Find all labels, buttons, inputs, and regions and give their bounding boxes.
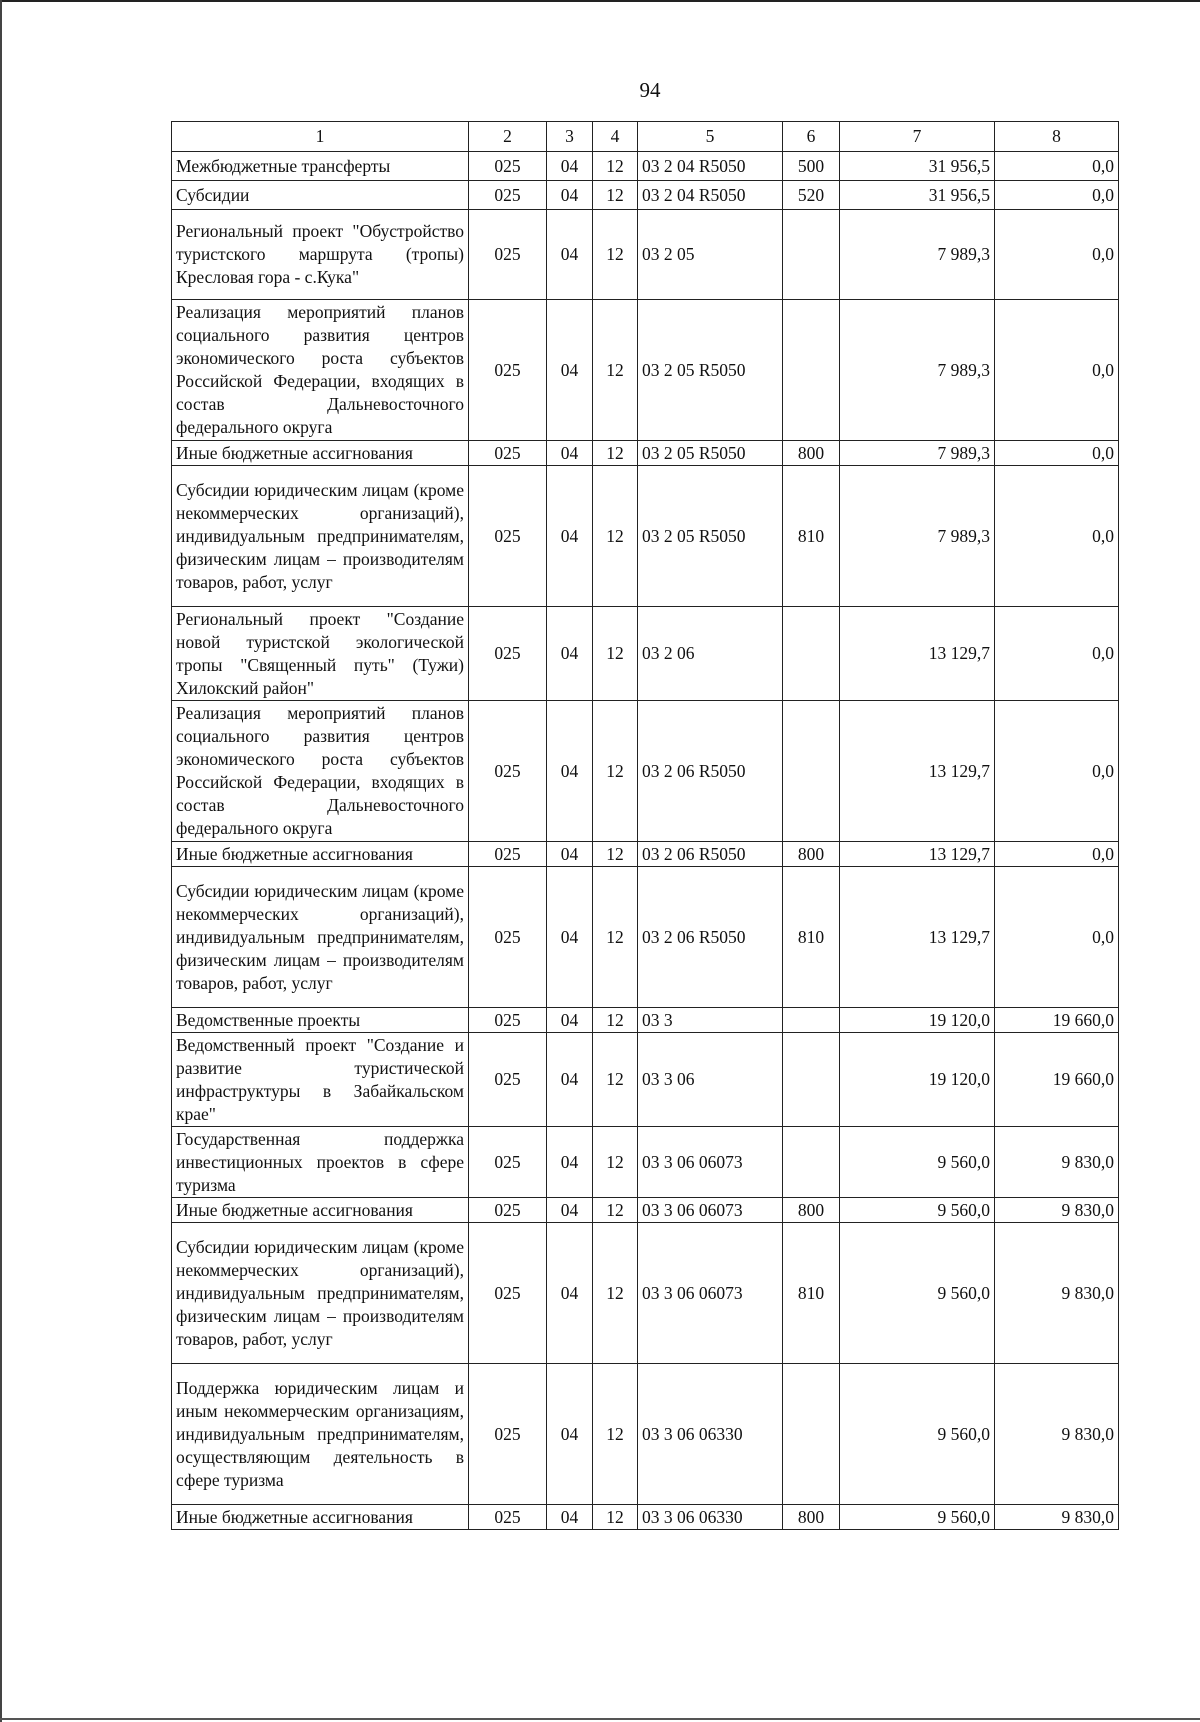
cell-target-article: 03 2 06 R5050 bbox=[638, 701, 783, 842]
cell-expense-type: 520 bbox=[783, 181, 840, 210]
cell-amount-year1: 13 129,7 bbox=[840, 867, 995, 1008]
cell-expense-type bbox=[783, 607, 840, 701]
cell-amount-year1: 31 956,5 bbox=[840, 181, 995, 210]
cell-expense-type bbox=[783, 210, 840, 300]
cell-target-article: 03 2 06 R5050 bbox=[638, 867, 783, 1008]
cell-name: Поддержка юридическим лицам и иным некоммерческим организациям, индивидуальным предпринимателям, осуществляющим деятельность в сфере туризма bbox=[172, 1364, 469, 1505]
cell-admin-code: 025 bbox=[469, 1223, 547, 1364]
cell-name: Иные бюджетные ассигнования bbox=[172, 842, 469, 867]
cell-subsection: 12 bbox=[593, 607, 638, 701]
cell-amount-year2: 9 830,0 bbox=[995, 1223, 1119, 1364]
cell-target-article: 03 3 bbox=[638, 1008, 783, 1033]
cell-section: 04 bbox=[547, 1008, 593, 1033]
cell-amount-year1: 19 120,0 bbox=[840, 1008, 995, 1033]
cell-expense-type bbox=[783, 1008, 840, 1033]
cell-amount-year2: 0,0 bbox=[995, 466, 1119, 607]
cell-expense-type: 810 bbox=[783, 867, 840, 1008]
cell-name: Субсидии юридическим лицам (кроме некоммерческих организаций), индивидуальным предпринимателям, физическим лицам – производителям товаров, работ, услуг bbox=[172, 1223, 469, 1364]
budget-table bbox=[171, 121, 1119, 1530]
cell-expense-type: 810 bbox=[783, 1223, 840, 1364]
cell-amount-year2: 0,0 bbox=[995, 181, 1119, 210]
cell-name: Реализация мероприятий планов социального развития центров экономического роста субъектов Российской Федерации, входящих в состав Дальневосточного федерального округа bbox=[172, 300, 469, 441]
cell-subsection: 12 bbox=[593, 300, 638, 441]
cell-section: 04 bbox=[547, 1127, 593, 1198]
cell-section: 04 bbox=[547, 1223, 593, 1364]
cell-name: Региональный проект "Обустройство туристского маршрута (тропы) Кресловая гора - с.Кука" bbox=[172, 210, 469, 300]
cell-amount-year2: 0,0 bbox=[995, 210, 1119, 300]
cell-amount-year1: 9 560,0 bbox=[840, 1223, 995, 1364]
cell-name: Государственная поддержка инвестиционных проектов в сфере туризма bbox=[172, 1127, 469, 1198]
cell-section: 04 bbox=[547, 210, 593, 300]
cell-amount-year1: 31 956,5 bbox=[840, 152, 995, 181]
cell-admin-code: 025 bbox=[469, 1127, 547, 1198]
cell-subsection: 12 bbox=[593, 1223, 638, 1364]
cell-amount-year1: 7 989,3 bbox=[840, 441, 995, 466]
cell-target-article: 03 3 06 06073 bbox=[638, 1223, 783, 1364]
cell-section: 04 bbox=[547, 1198, 593, 1223]
cell-target-article: 03 2 05 R5050 bbox=[638, 300, 783, 441]
cell-amount-year2: 0,0 bbox=[995, 842, 1119, 867]
cell-subsection: 12 bbox=[593, 210, 638, 300]
cell-admin-code: 025 bbox=[469, 1033, 547, 1127]
cell-target-article: 03 2 05 R5050 bbox=[638, 466, 783, 607]
header-cell-col8: 8 bbox=[995, 122, 1119, 152]
cell-amount-year2: 9 830,0 bbox=[995, 1505, 1119, 1530]
table-body bbox=[172, 152, 1119, 1530]
header-cell-col1: 1 bbox=[172, 122, 469, 152]
cell-target-article: 03 3 06 06073 bbox=[638, 1198, 783, 1223]
table-row bbox=[172, 152, 1119, 181]
cell-subsection: 12 bbox=[593, 1008, 638, 1033]
cell-subsection: 12 bbox=[593, 1198, 638, 1223]
cell-target-article: 03 3 06 06073 bbox=[638, 1127, 783, 1198]
cell-section: 04 bbox=[547, 441, 593, 466]
cell-section: 04 bbox=[547, 867, 593, 1008]
cell-amount-year2: 19 660,0 bbox=[995, 1008, 1119, 1033]
header-row bbox=[172, 122, 1119, 152]
cell-admin-code: 025 bbox=[469, 152, 547, 181]
table-row bbox=[172, 842, 1119, 867]
cell-amount-year2: 9 830,0 bbox=[995, 1127, 1119, 1198]
cell-subsection: 12 bbox=[593, 1505, 638, 1530]
scan-edge-left bbox=[0, 0, 2, 1722]
table-row bbox=[172, 466, 1119, 607]
header-cell-col5: 5 bbox=[638, 122, 783, 152]
cell-amount-year1: 13 129,7 bbox=[840, 607, 995, 701]
table-row bbox=[172, 300, 1119, 441]
table-row bbox=[172, 1127, 1119, 1198]
cell-target-article: 03 2 04 R5050 bbox=[638, 181, 783, 210]
cell-section: 04 bbox=[547, 300, 593, 441]
cell-admin-code: 025 bbox=[469, 466, 547, 607]
scan-edge-bottom bbox=[0, 1718, 1200, 1720]
cell-admin-code: 025 bbox=[469, 181, 547, 210]
cell-target-article: 03 2 06 R5050 bbox=[638, 842, 783, 867]
cell-name: Субсидии юридическим лицам (кроме некоммерческих организаций), индивидуальным предпринимателям, физическим лицам – производителям товаров, работ, услуг bbox=[172, 867, 469, 1008]
table-row bbox=[172, 701, 1119, 842]
header-cell-col4: 4 bbox=[593, 122, 638, 152]
cell-section: 04 bbox=[547, 152, 593, 181]
cell-section: 04 bbox=[547, 466, 593, 607]
cell-amount-year1: 9 560,0 bbox=[840, 1505, 995, 1530]
table-row bbox=[172, 1505, 1119, 1530]
cell-expense-type: 800 bbox=[783, 1198, 840, 1223]
table-row bbox=[172, 1033, 1119, 1127]
cell-name: Субсидии юридическим лицам (кроме некоммерческих организаций), индивидуальным предпринимателям, физическим лицам – производителям товаров, работ, услуг bbox=[172, 466, 469, 607]
cell-name: Ведомственные проекты bbox=[172, 1008, 469, 1033]
scan-edge-top bbox=[0, 0, 1200, 2]
cell-amount-year2: 19 660,0 bbox=[995, 1033, 1119, 1127]
table-row bbox=[172, 1364, 1119, 1505]
cell-amount-year1: 7 989,3 bbox=[840, 466, 995, 607]
cell-target-article: 03 3 06 06330 bbox=[638, 1505, 783, 1530]
cell-section: 04 bbox=[547, 1505, 593, 1530]
cell-expense-type bbox=[783, 1364, 840, 1505]
cell-target-article: 03 2 04 R5050 bbox=[638, 152, 783, 181]
cell-admin-code: 025 bbox=[469, 300, 547, 441]
cell-admin-code: 025 bbox=[469, 1364, 547, 1505]
cell-name: Реализация мероприятий планов социального развития центров экономического роста субъектов Российской Федерации, входящих в состав Дальневосточного федерального округа bbox=[172, 701, 469, 842]
cell-amount-year2: 0,0 bbox=[995, 300, 1119, 441]
cell-expense-type bbox=[783, 701, 840, 842]
cell-name: Иные бюджетные ассигнования bbox=[172, 441, 469, 466]
cell-subsection: 12 bbox=[593, 466, 638, 607]
cell-name: Иные бюджетные ассигнования bbox=[172, 1505, 469, 1530]
table-row bbox=[172, 607, 1119, 701]
cell-section: 04 bbox=[547, 181, 593, 210]
page-number: 94 bbox=[639, 78, 661, 102]
table-header bbox=[172, 122, 1119, 152]
cell-admin-code: 025 bbox=[469, 210, 547, 300]
cell-target-article: 03 2 05 bbox=[638, 210, 783, 300]
cell-expense-type: 810 bbox=[783, 466, 840, 607]
cell-expense-type: 800 bbox=[783, 842, 840, 867]
cell-admin-code: 025 bbox=[469, 1198, 547, 1223]
cell-section: 04 bbox=[547, 842, 593, 867]
cell-admin-code: 025 bbox=[469, 701, 547, 842]
cell-subsection: 12 bbox=[593, 181, 638, 210]
cell-amount-year2: 0,0 bbox=[995, 152, 1119, 181]
cell-name: Межбюджетные трансферты bbox=[172, 152, 469, 181]
cell-amount-year1: 9 560,0 bbox=[840, 1198, 995, 1223]
cell-expense-type: 800 bbox=[783, 441, 840, 466]
cell-admin-code: 025 bbox=[469, 441, 547, 466]
cell-admin-code: 025 bbox=[469, 842, 547, 867]
cell-name: Иные бюджетные ассигнования bbox=[172, 1198, 469, 1223]
cell-amount-year2: 0,0 bbox=[995, 441, 1119, 466]
cell-subsection: 12 bbox=[593, 1033, 638, 1127]
cell-amount-year2: 9 830,0 bbox=[995, 1198, 1119, 1223]
table-row bbox=[172, 867, 1119, 1008]
header-cell-col7: 7 bbox=[840, 122, 995, 152]
cell-amount-year1: 13 129,7 bbox=[840, 842, 995, 867]
cell-amount-year2: 0,0 bbox=[995, 867, 1119, 1008]
cell-section: 04 bbox=[547, 1033, 593, 1127]
cell-subsection: 12 bbox=[593, 867, 638, 1008]
cell-target-article: 03 2 05 R5050 bbox=[638, 441, 783, 466]
cell-name: Ведомственный проект "Создание и развитие туристической инфраструктуры в Забайкальском крае" bbox=[172, 1033, 469, 1127]
cell-amount-year1: 7 989,3 bbox=[840, 300, 995, 441]
cell-subsection: 12 bbox=[593, 441, 638, 466]
table-row bbox=[172, 441, 1119, 466]
cell-amount-year2: 9 830,0 bbox=[995, 1364, 1119, 1505]
cell-expense-type bbox=[783, 1033, 840, 1127]
cell-name: Субсидии bbox=[172, 181, 469, 210]
cell-amount-year1: 7 989,3 bbox=[840, 210, 995, 300]
cell-expense-type: 500 bbox=[783, 152, 840, 181]
cell-section: 04 bbox=[547, 701, 593, 842]
cell-subsection: 12 bbox=[593, 1364, 638, 1505]
table-row bbox=[172, 181, 1119, 210]
table-row bbox=[172, 210, 1119, 300]
cell-expense-type bbox=[783, 1127, 840, 1198]
cell-subsection: 12 bbox=[593, 1127, 638, 1198]
cell-target-article: 03 3 06 06330 bbox=[638, 1364, 783, 1505]
header-cell-col3: 3 bbox=[547, 122, 593, 152]
table-row bbox=[172, 1008, 1119, 1033]
cell-amount-year2: 0,0 bbox=[995, 701, 1119, 842]
header-cell-col6: 6 bbox=[783, 122, 840, 152]
cell-expense-type bbox=[783, 300, 840, 441]
cell-admin-code: 025 bbox=[469, 1008, 547, 1033]
cell-subsection: 12 bbox=[593, 152, 638, 181]
cell-admin-code: 025 bbox=[469, 1505, 547, 1530]
table-row bbox=[172, 1198, 1119, 1223]
cell-admin-code: 025 bbox=[469, 867, 547, 1008]
cell-target-article: 03 3 06 bbox=[638, 1033, 783, 1127]
cell-name: Региональный проект "Создание новой туристской экологической тропы "Священный путь" (Тужи) Хилокский район" bbox=[172, 607, 469, 701]
cell-amount-year1: 9 560,0 bbox=[840, 1127, 995, 1198]
cell-section: 04 bbox=[547, 1364, 593, 1505]
header-cell-col2: 2 bbox=[469, 122, 547, 152]
cell-amount-year1: 9 560,0 bbox=[840, 1364, 995, 1505]
cell-target-article: 03 2 06 bbox=[638, 607, 783, 701]
table-row bbox=[172, 1223, 1119, 1364]
cell-amount-year2: 0,0 bbox=[995, 607, 1119, 701]
cell-section: 04 bbox=[547, 607, 593, 701]
cell-subsection: 12 bbox=[593, 842, 638, 867]
cell-amount-year1: 13 129,7 bbox=[840, 701, 995, 842]
cell-admin-code: 025 bbox=[469, 607, 547, 701]
cell-amount-year1: 19 120,0 bbox=[840, 1033, 995, 1127]
cell-subsection: 12 bbox=[593, 701, 638, 842]
cell-expense-type: 800 bbox=[783, 1505, 840, 1530]
